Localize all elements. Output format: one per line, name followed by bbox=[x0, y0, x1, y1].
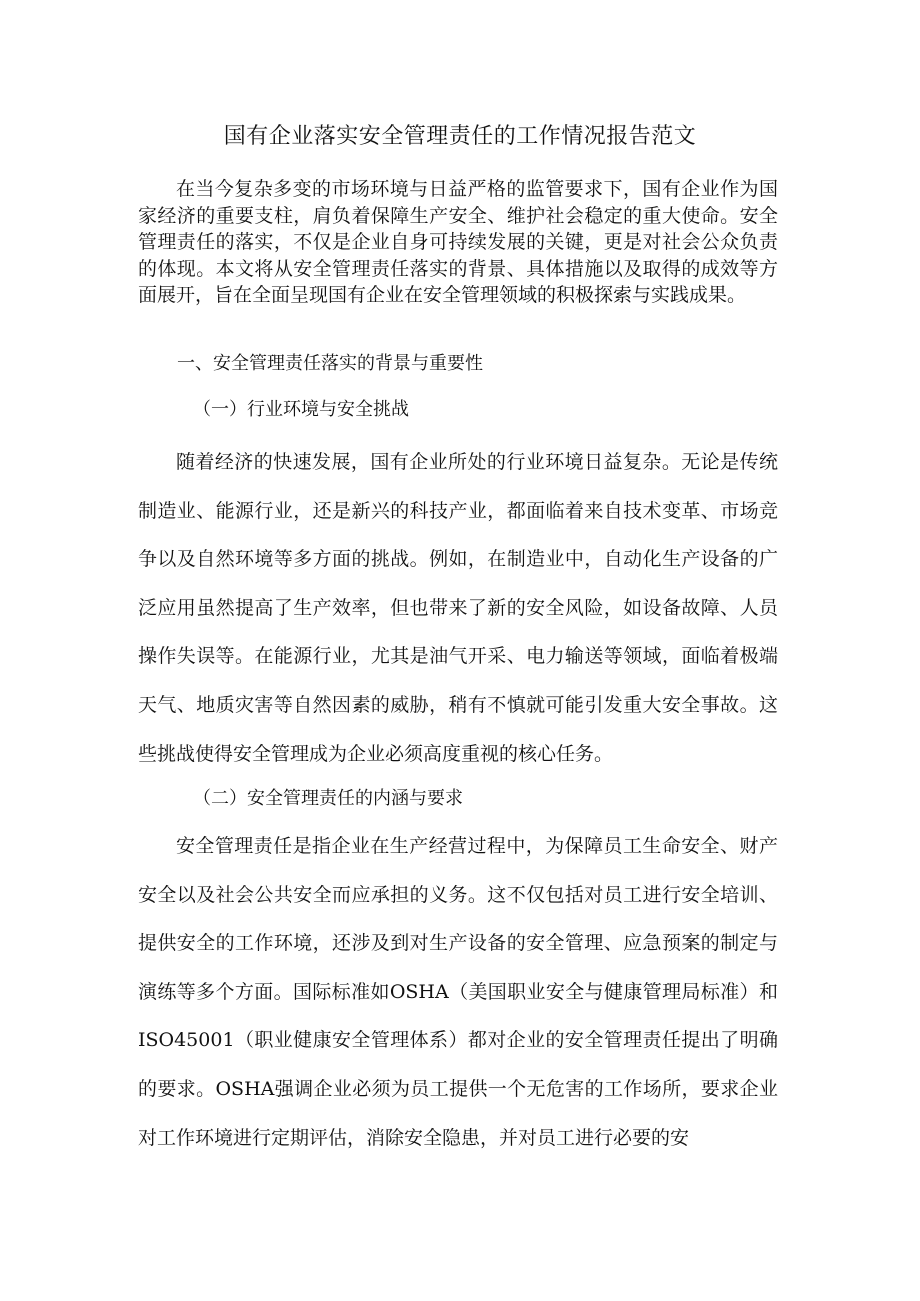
section-heading-1: 一、安全管理责任落实的背景与重要性 bbox=[177, 353, 483, 374]
document-title: 国有企业落实安全管理责任的工作情况报告范文 bbox=[223, 124, 697, 149]
subsection-heading-1: （一）行业环境与安全挑战 bbox=[193, 399, 409, 420]
intro-paragraph: 在当今复杂多变的市场环境与日益严格的监管要求下，国有企业作为国家经济的重要支柱，肩负着保障生产安全、维护社会稳定的重大使命。安全管理责任的落实，不仅是企业自身可持续发展的关键，更是对社会公众负责的体现。本文将从安全管理责任落实的背景、具体措施以及取得的成效等方面展开，旨在全面呈现国有企业在安全管理领域的积极探索与实践成果。 bbox=[138, 178, 778, 307]
subsection-2-paragraph: 安全管理责任是指企业在生产经营过程中，为保障员工生命安全、财产安全以及社会公共安全而应承担的义务。这不仅包括对员工进行安全培训、提供安全的工作环境，还涉及到对生产设备的安全管理、应急预案的制定与演练等多个方面。国际标准如OSHA（美国职业安全与健康管理局标准）和ISO45001（职业健康安全管理体系）都对企业的安全管理责任提出了明确的要求。OSHA强调企业必须为员工提供一个无危害的工作场所，要求企业对工作环境进行定期评估，消除安全隐患，并对员工进行必要的安 bbox=[138, 835, 778, 1149]
subsection-1-paragraph: 随着经济的快速发展，国有企业所处的行业环境日益复杂。无论是传统制造业、能源行业，还是新兴的科技产业，都面临着来自技术变革、市场竞争以及自然环境等多方面的挑战。例如，在制造业中，自动化生产设备的广泛应用虽然提高了生产效率，但也带来了新的安全风险，如设备故障、人员操作失误等。在能源行业，尤其是油气开采、电力输送等领域，面临着极端天气、地质灾害等自然因素的威胁，稍有不慎就可能引发重大安全事故。这些挑战使得安全管理成为企业必须高度重视的核心任务。 bbox=[138, 451, 778, 765]
subsection-heading-2: （二）安全管理责任的内涵与要求 bbox=[193, 788, 463, 809]
